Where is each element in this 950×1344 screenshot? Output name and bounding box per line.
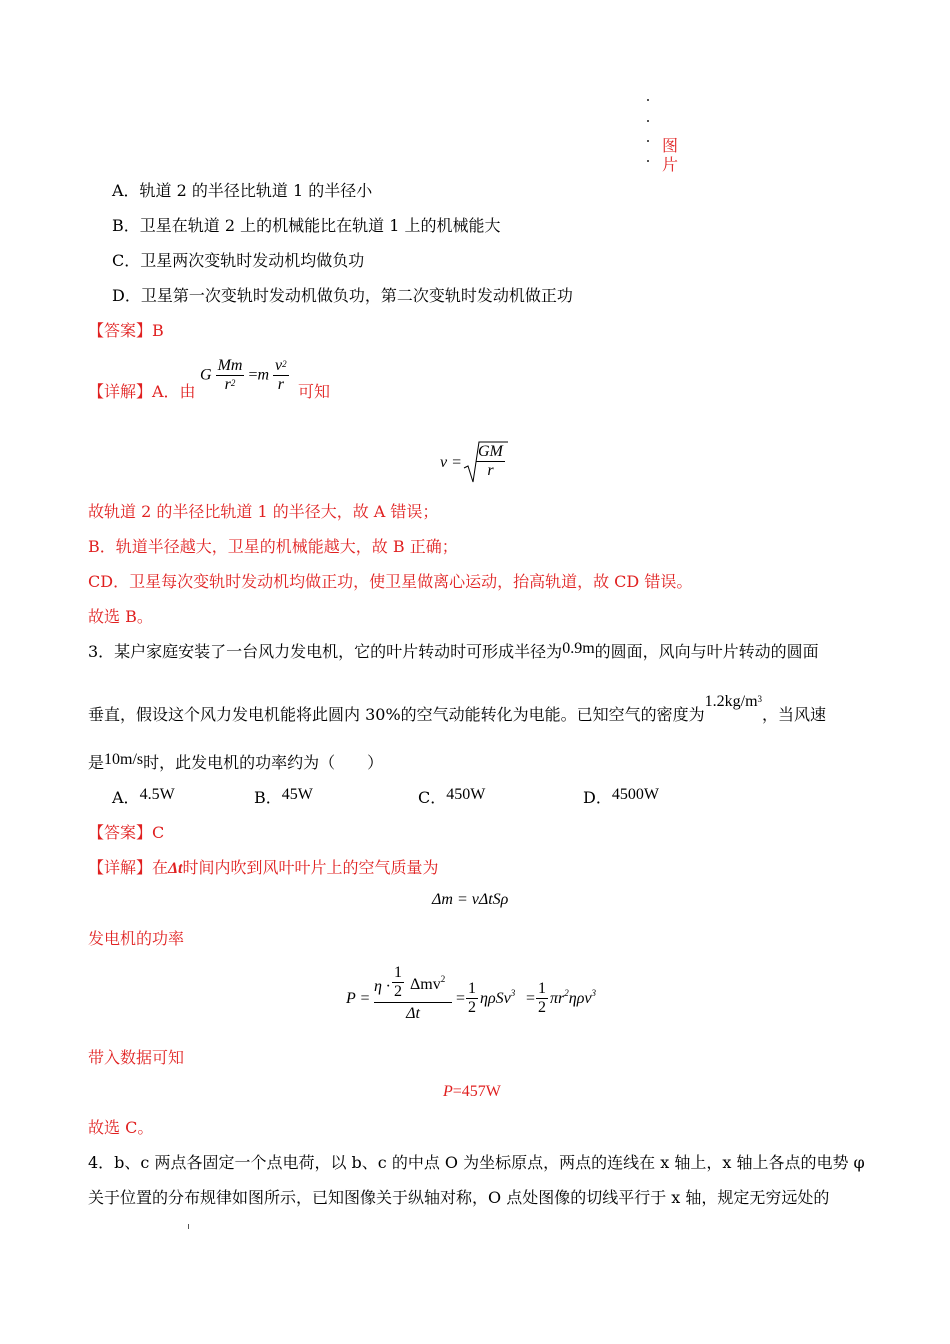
q2-conclusion: 故选 B。 <box>88 607 153 626</box>
q3-power-equation: P = η · $\frac{1}{2}$ Δmv$^2$ Δt = $\frac{1}{2}$ ηρSv$^3$ = $\frac{1}{2}$ $\pi r^2\eta\rho v^3$ <box>346 964 596 1022</box>
figure-placeholder-text-2: 片 <box>662 155 679 174</box>
q3-option-c: C．450W <box>418 786 486 807</box>
q3-detail-line: 【详解】在Δt时间内吹到风叶叶片上的空气质量为 <box>88 858 439 877</box>
q2-detail-prefix: 【详解】A．由 <box>88 382 196 401</box>
q2-detail-suffix: 可知 <box>298 382 331 401</box>
q3-option-b: B．45W <box>254 786 313 807</box>
q3-stem-line-1: 3．某户家庭安装了一台风力发电机，它的叶片转动时可形成半径为0.9m的圆面，风向与叶片转动的圆面 <box>88 640 819 661</box>
q2-option-c: C．卫星两次变轨时发动机均做负功 <box>112 251 365 270</box>
stray-mark <box>188 1224 189 1229</box>
q3-conclusion: 故选 C。 <box>88 1118 154 1137</box>
q2-detail-line-cd: CD．卫星每次变轨时发动机均做正功，使卫星做离心运动，抬高轨道，故 CD 错误。 <box>88 572 693 591</box>
q2-detail-line-a: 故轨道 2 的半径比轨道 1 的半径大，故 A 错误； <box>88 502 439 521</box>
q4-stem-line-2: 关于位置的分布规律如图所示，已知图像关于纵轴对称，O 点处图像的切线平行于 x 轴，规定无穷远处的 <box>88 1188 830 1207</box>
q2-detail-line-b: B．轨道半径越大，卫星的机械能越大，故 B 正确； <box>88 537 458 556</box>
q2-option-b: B．卫星在轨道 2 上的机械能比在轨道 1 上的机械能大 <box>112 216 501 235</box>
q2-formula-1: G $\frac{Mm}{r^2}$ =m $\frac{v^2}{r}$ <box>200 357 287 393</box>
figure-placeholder-text-1: 图 <box>662 136 679 155</box>
q3-mass-equation: Δm = vΔtSρ <box>432 891 509 908</box>
q4-stem-line-1: 4．b、c 两点各固定一个点电荷，以 b、c 的中点 O 为坐标原点，两点的连线在 x 轴上，x 轴上各点的电势 φ <box>88 1153 865 1172</box>
q3-substitute-label: 带入数据可知 <box>88 1048 185 1067</box>
q2-option-d: D．卫星第一次变轨时发动机做负功，第二次变轨时发动机做正功 <box>112 286 573 305</box>
q3-stem-line-2: 垂直，假设这个风力发电机能将此圆内 30%的空气动能转化为电能。已知空气的密度为$1.2kg/m^3$，当风速 <box>88 693 827 724</box>
q3-stem-line-3: 是10m/s时，此发电机的功率约为（ ） <box>88 751 384 772</box>
q2-answer: 【答案】B <box>88 321 164 340</box>
q3-result: P=457W <box>443 1083 501 1100</box>
q3-option-d: D．4500W <box>583 786 659 807</box>
q2-option-a: A．轨道 2 的半径比轨道 1 的半径小 <box>112 181 373 200</box>
q3-power-label: 发电机的功率 <box>88 929 185 948</box>
q3-option-a: A．4.5W <box>112 786 175 807</box>
q3-answer: 【答案】C <box>88 823 165 842</box>
